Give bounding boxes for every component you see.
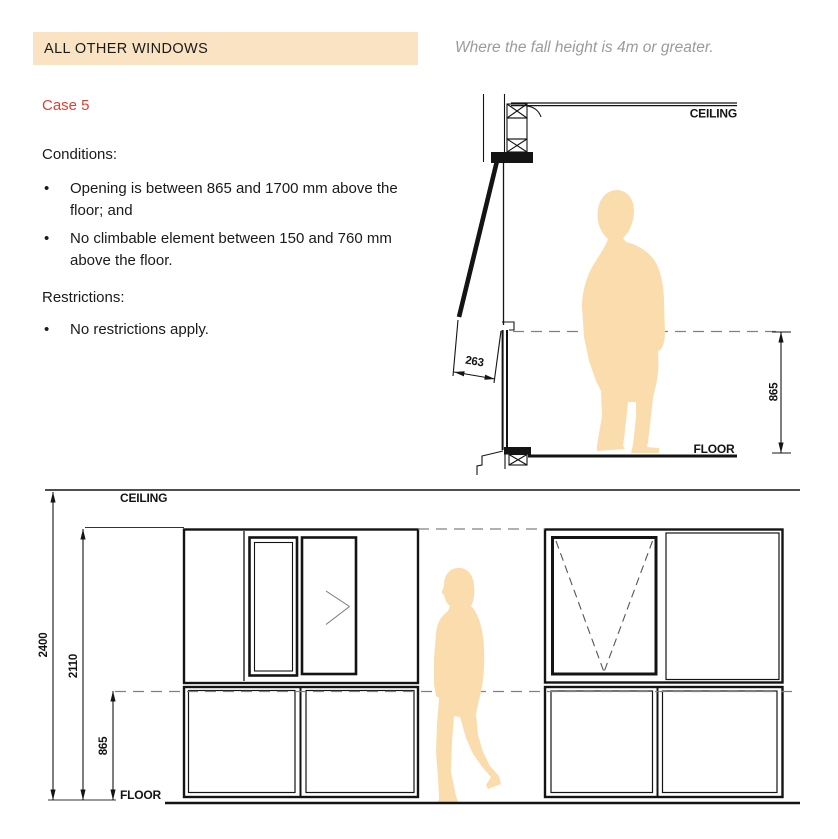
dimension-865-label: 865	[768, 382, 781, 402]
dimension-263	[453, 320, 501, 383]
window-left	[184, 530, 418, 798]
person-silhouette	[582, 190, 665, 453]
opening-direction-icon	[556, 541, 604, 672]
bullet-icon	[42, 319, 70, 341]
dimension-2400	[38, 492, 53, 800]
section-diagram	[450, 85, 800, 485]
window-sill-detail	[477, 447, 531, 475]
awning-sash	[553, 538, 657, 675]
window-right	[545, 530, 783, 798]
open-sash	[459, 161, 497, 317]
section-header-bar	[33, 32, 418, 65]
condition-text: Opening is between 865 and 1700 mm above the floor; and	[70, 180, 398, 219]
section-ceiling-label: CEILING	[689, 106, 737, 121]
dimension-2400-label: 2400	[38, 632, 50, 658]
bullet-icon	[42, 178, 70, 221]
restriction-text: No restrictions apply.	[70, 321, 209, 338]
window-right-lower-panels	[545, 687, 783, 797]
dimension-865-label: 865	[98, 736, 110, 756]
casement-sash-closed	[250, 538, 298, 676]
case-text-column	[42, 96, 442, 348]
section-header-label: ALL OTHER WINDOWS	[44, 40, 209, 57]
condition-item	[42, 228, 442, 271]
elevation-ceiling-label: CEILING	[120, 491, 168, 505]
conditions-heading: Conditions:	[42, 146, 118, 163]
condition-item	[42, 178, 442, 221]
dimension-2110	[68, 529, 83, 800]
elevation-floor-label: FLOOR	[120, 788, 161, 802]
elevation-diagram	[30, 484, 810, 814]
window-head-detail	[484, 94, 542, 163]
dimension-865	[769, 332, 792, 453]
restriction-item	[42, 319, 442, 341]
dimension-865	[98, 691, 113, 800]
opening-direction-icon	[326, 591, 350, 607]
dimension-263-label: 263	[464, 354, 485, 370]
restrictions-heading: Restrictions:	[42, 289, 125, 306]
fall-height-note: Where the fall height is 4m or greater.	[455, 39, 714, 56]
section-floor-label: FLOOR	[693, 442, 735, 456]
case-title: Case 5	[42, 97, 90, 114]
window-frame-plane	[502, 163, 514, 450]
section-ceiling-line	[511, 103, 737, 106]
dimension-2110-label: 2110	[68, 653, 80, 679]
bullet-icon	[42, 228, 70, 271]
person-silhouette	[434, 568, 501, 802]
condition-text: No climbable element between 150 and 760 mm above the floor.	[70, 230, 392, 269]
